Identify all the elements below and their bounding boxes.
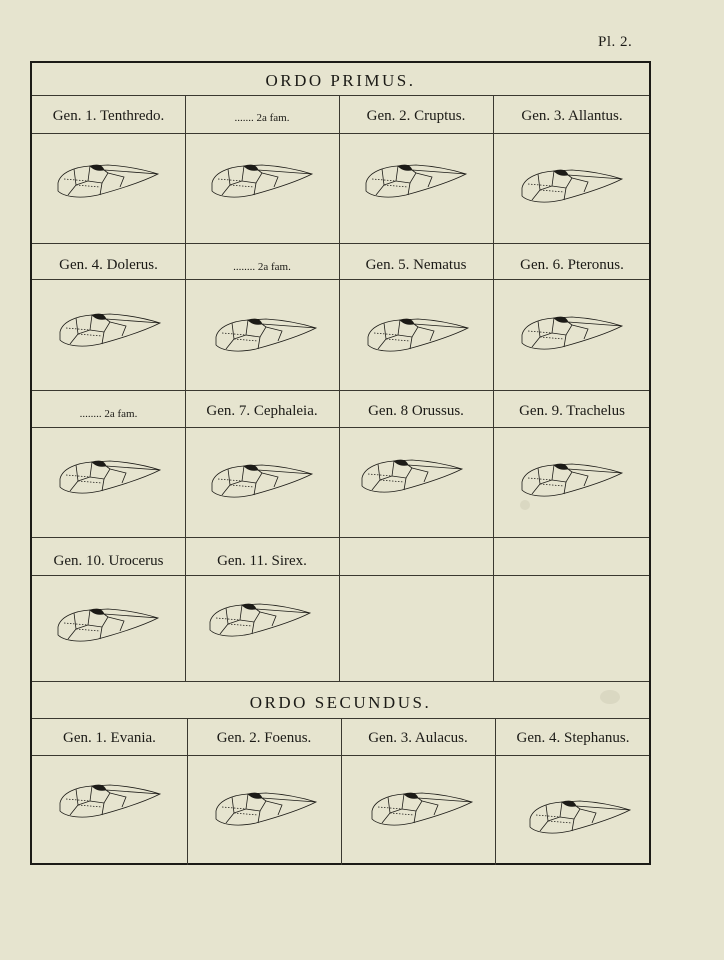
wing-drawing	[364, 315, 472, 357]
genus-label: Gen. 1. Tenthredo.	[52, 108, 165, 124]
genus-label: Gen. 9. Trachelus	[519, 403, 625, 419]
rule	[32, 537, 649, 538]
rule	[185, 95, 186, 681]
wing-drawing	[208, 461, 316, 503]
plate-number: Pl. 2.	[598, 34, 633, 50]
wing-drawing	[358, 456, 466, 498]
genus-label: Gen. 3. Allantus.	[521, 108, 623, 124]
genus-label: Gen. 2. Cruptus.	[366, 108, 466, 124]
genus-label: Gen. 3. Aulacus.	[368, 730, 468, 746]
genus-label: Gen. 4. Stephanus.	[516, 730, 630, 746]
rule	[493, 95, 494, 681]
order-title: ORDO PRIMUS.	[265, 71, 416, 90]
genus-label: ........ 2a fam.	[233, 261, 291, 273]
genus-label: ....... 2a fam.	[234, 112, 290, 124]
rule	[339, 95, 340, 681]
rule	[32, 575, 649, 576]
order-title: ORDO SECUNDUS.	[249, 693, 432, 712]
genus-label: Gen. 11. Sirex.	[217, 553, 307, 569]
wing-drawing	[518, 313, 626, 355]
genus-label: ........ 2a fam.	[79, 408, 138, 420]
genus-label: Gen. 8 Orussus.	[368, 403, 464, 419]
rule	[32, 681, 649, 682]
wing-drawing	[518, 166, 626, 208]
rule	[32, 243, 649, 244]
genus-label: Gen. 1. Evania.	[63, 730, 156, 746]
wing-drawing	[518, 460, 626, 502]
genus-label: Gen. 4. Dolerus.	[59, 257, 158, 273]
wing-drawing	[362, 161, 470, 203]
genus-label: Gen. 6. Pteronus.	[520, 257, 624, 273]
wing-drawing	[56, 310, 164, 352]
paper-stain	[520, 500, 530, 510]
genus-label: Gen. 5. Nematus	[365, 257, 467, 273]
wing-drawing	[206, 600, 314, 642]
genus-label: Gen. 2. Foenus.	[216, 730, 312, 746]
paper-stain	[600, 690, 620, 704]
rule	[32, 427, 649, 428]
wing-drawing	[208, 161, 316, 203]
wing-drawing	[56, 781, 164, 823]
rule	[32, 279, 649, 280]
plate-frame	[30, 61, 651, 865]
genus-label: Gen. 10. Urocerus	[53, 553, 164, 569]
wing-drawing	[212, 315, 320, 357]
wing-drawing	[54, 605, 162, 647]
genus-label: Gen. 7. Cephaleia.	[206, 403, 318, 419]
wing-drawing	[56, 457, 164, 499]
wing-drawing	[54, 161, 162, 203]
rule	[32, 390, 649, 391]
wing-drawing	[368, 789, 476, 831]
rule	[32, 133, 649, 134]
wing-drawing	[212, 789, 320, 831]
rule	[32, 95, 649, 96]
wing-drawing	[526, 797, 634, 839]
